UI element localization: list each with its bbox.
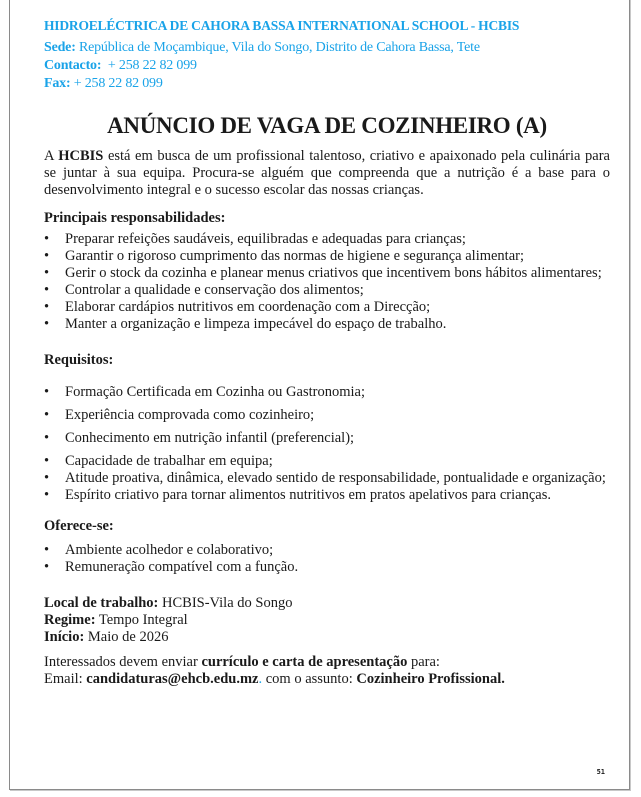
sede-line	[44, 39, 610, 57]
fax-line	[44, 75, 610, 93]
page-content	[44, 17, 610, 688]
intro-prefix: A	[44, 148, 59, 164]
fax-label: Fax:	[44, 76, 71, 91]
bullet-icon: •	[44, 316, 50, 332]
regime-value: Tempo Integral	[95, 612, 188, 628]
email-label: Email:	[44, 671, 87, 687]
list-item: • Gerir o stock da cozinha e planear menus criativos que incentivem bons hábitos alimentares;	[44, 265, 602, 281]
intro-paragraph	[44, 148, 610, 199]
list-item: • Conhecimento em nutrição infantil (preferencial);	[44, 430, 355, 446]
email-link-dot: .	[258, 671, 263, 687]
apply-line-1: Interessados devem enviar currículo e carta de apresentação para:	[44, 654, 440, 670]
bullet-icon: •	[44, 487, 50, 503]
local-value: HCBIS-Vila do Songo	[158, 595, 293, 611]
bullet-icon: •	[44, 430, 50, 446]
document-page	[9, 0, 630, 790]
inicio-line	[44, 629, 610, 646]
page-title: ANÚNCIO DE VAGA DE COZINHEIRO (A)	[107, 113, 547, 138]
bullet-icon: •	[44, 248, 50, 264]
list-item: • Ambiente acolhedor e colaborativo;	[44, 542, 274, 558]
sede-label: Sede:	[44, 40, 76, 55]
school-header	[44, 17, 610, 93]
list-item: • Atitude proativa, dinâmica, elevado sentido de responsabilidade, pontualidade e organização;	[44, 470, 606, 486]
job-facts	[44, 595, 610, 646]
inicio-label: Início:	[44, 629, 85, 645]
documents-required: currículo e carta de apresentação	[201, 654, 408, 670]
offers-list	[44, 542, 610, 576]
contacto-label: Contacto:	[44, 58, 102, 73]
application-instructions	[44, 654, 610, 688]
list-item: • Experiência comprovada como cozinheiro;	[44, 407, 315, 423]
regime-label: Regime:	[44, 612, 96, 628]
bullet-icon: •	[44, 265, 50, 281]
list-item: • Capacidade de trabalhar em equipa;	[44, 453, 273, 469]
local-label: Local de trabalho:	[44, 595, 159, 611]
sede-value: República de Moçambique, Vila do Songo, Distrito de Cahora Bassa, Tete	[75, 40, 480, 55]
responsibilities-list	[44, 231, 610, 333]
list-item: • Controlar a qualidade e conservação dos alimentos;	[44, 282, 364, 298]
intro-text: está em busca de um profissional talentoso, criativo e apaixonado pela culinária para se juntar à sua equipa. Procura-se alguém que compreenda que a nutrição é a base para o desenvolvimento integral e o sucesso escolar das nossas crianças.	[44, 148, 610, 198]
list-item: • Garantir o rigoroso cumprimento das normas de higiene e segurança alimentar;	[44, 248, 525, 264]
bullet-icon: •	[44, 299, 50, 315]
regime-line	[44, 612, 610, 629]
page-number: 51	[596, 768, 605, 776]
requirements-list	[44, 384, 610, 504]
school-name: HIDROELÉCTRICA DE CAHORA BASSA INTERNATIONAL SCHOOL - HCBIS	[44, 18, 520, 33]
subject-value: Cozinheiro Profissional.	[356, 671, 505, 687]
fax-value: + 258 22 82 099	[70, 76, 163, 91]
bullet-icon: •	[44, 453, 50, 469]
bullet-icon: •	[44, 407, 50, 423]
list-item: • Manter a organização e limpeza impecável do espaço de trabalho.	[44, 316, 447, 332]
bullet-icon: •	[44, 470, 50, 486]
apply-line-2	[44, 671, 610, 688]
list-item: • Formação Certificada em Cozinha ou Gastronomia;	[44, 384, 365, 400]
offers-heading: Oferece-se:	[44, 518, 114, 534]
requirements-heading: Requisitos:	[44, 352, 114, 368]
contacto-line	[44, 57, 610, 75]
list-item: • Remuneração compatível com a função.	[44, 559, 299, 575]
bullet-icon: •	[44, 384, 50, 400]
bullet-icon: •	[44, 559, 50, 575]
local-line	[44, 595, 610, 612]
bullet-icon: •	[44, 542, 50, 558]
email-link[interactable]: candidaturas@ehcb.edu.mz	[86, 671, 259, 687]
bullet-icon: •	[44, 282, 50, 298]
intro-org: HCBIS	[58, 148, 104, 164]
list-item: • Preparar refeições saudáveis, equilibradas e adequadas para crianças;	[44, 231, 466, 247]
bullet-icon: •	[44, 231, 50, 247]
subject-label: com o assunto:	[262, 671, 357, 687]
list-item: • Elaborar cardápios nutritivos em coordenação com a Direcção;	[44, 299, 431, 315]
list-item: • Espírito criativo para tornar alimentos nutritivos em pratos apelativos para crianças.	[44, 487, 551, 503]
inicio-value: Maio de 2026	[84, 629, 169, 645]
responsibilities-heading: Principais responsabilidades:	[44, 210, 226, 226]
contacto-value: + 258 22 82 099	[101, 58, 197, 73]
